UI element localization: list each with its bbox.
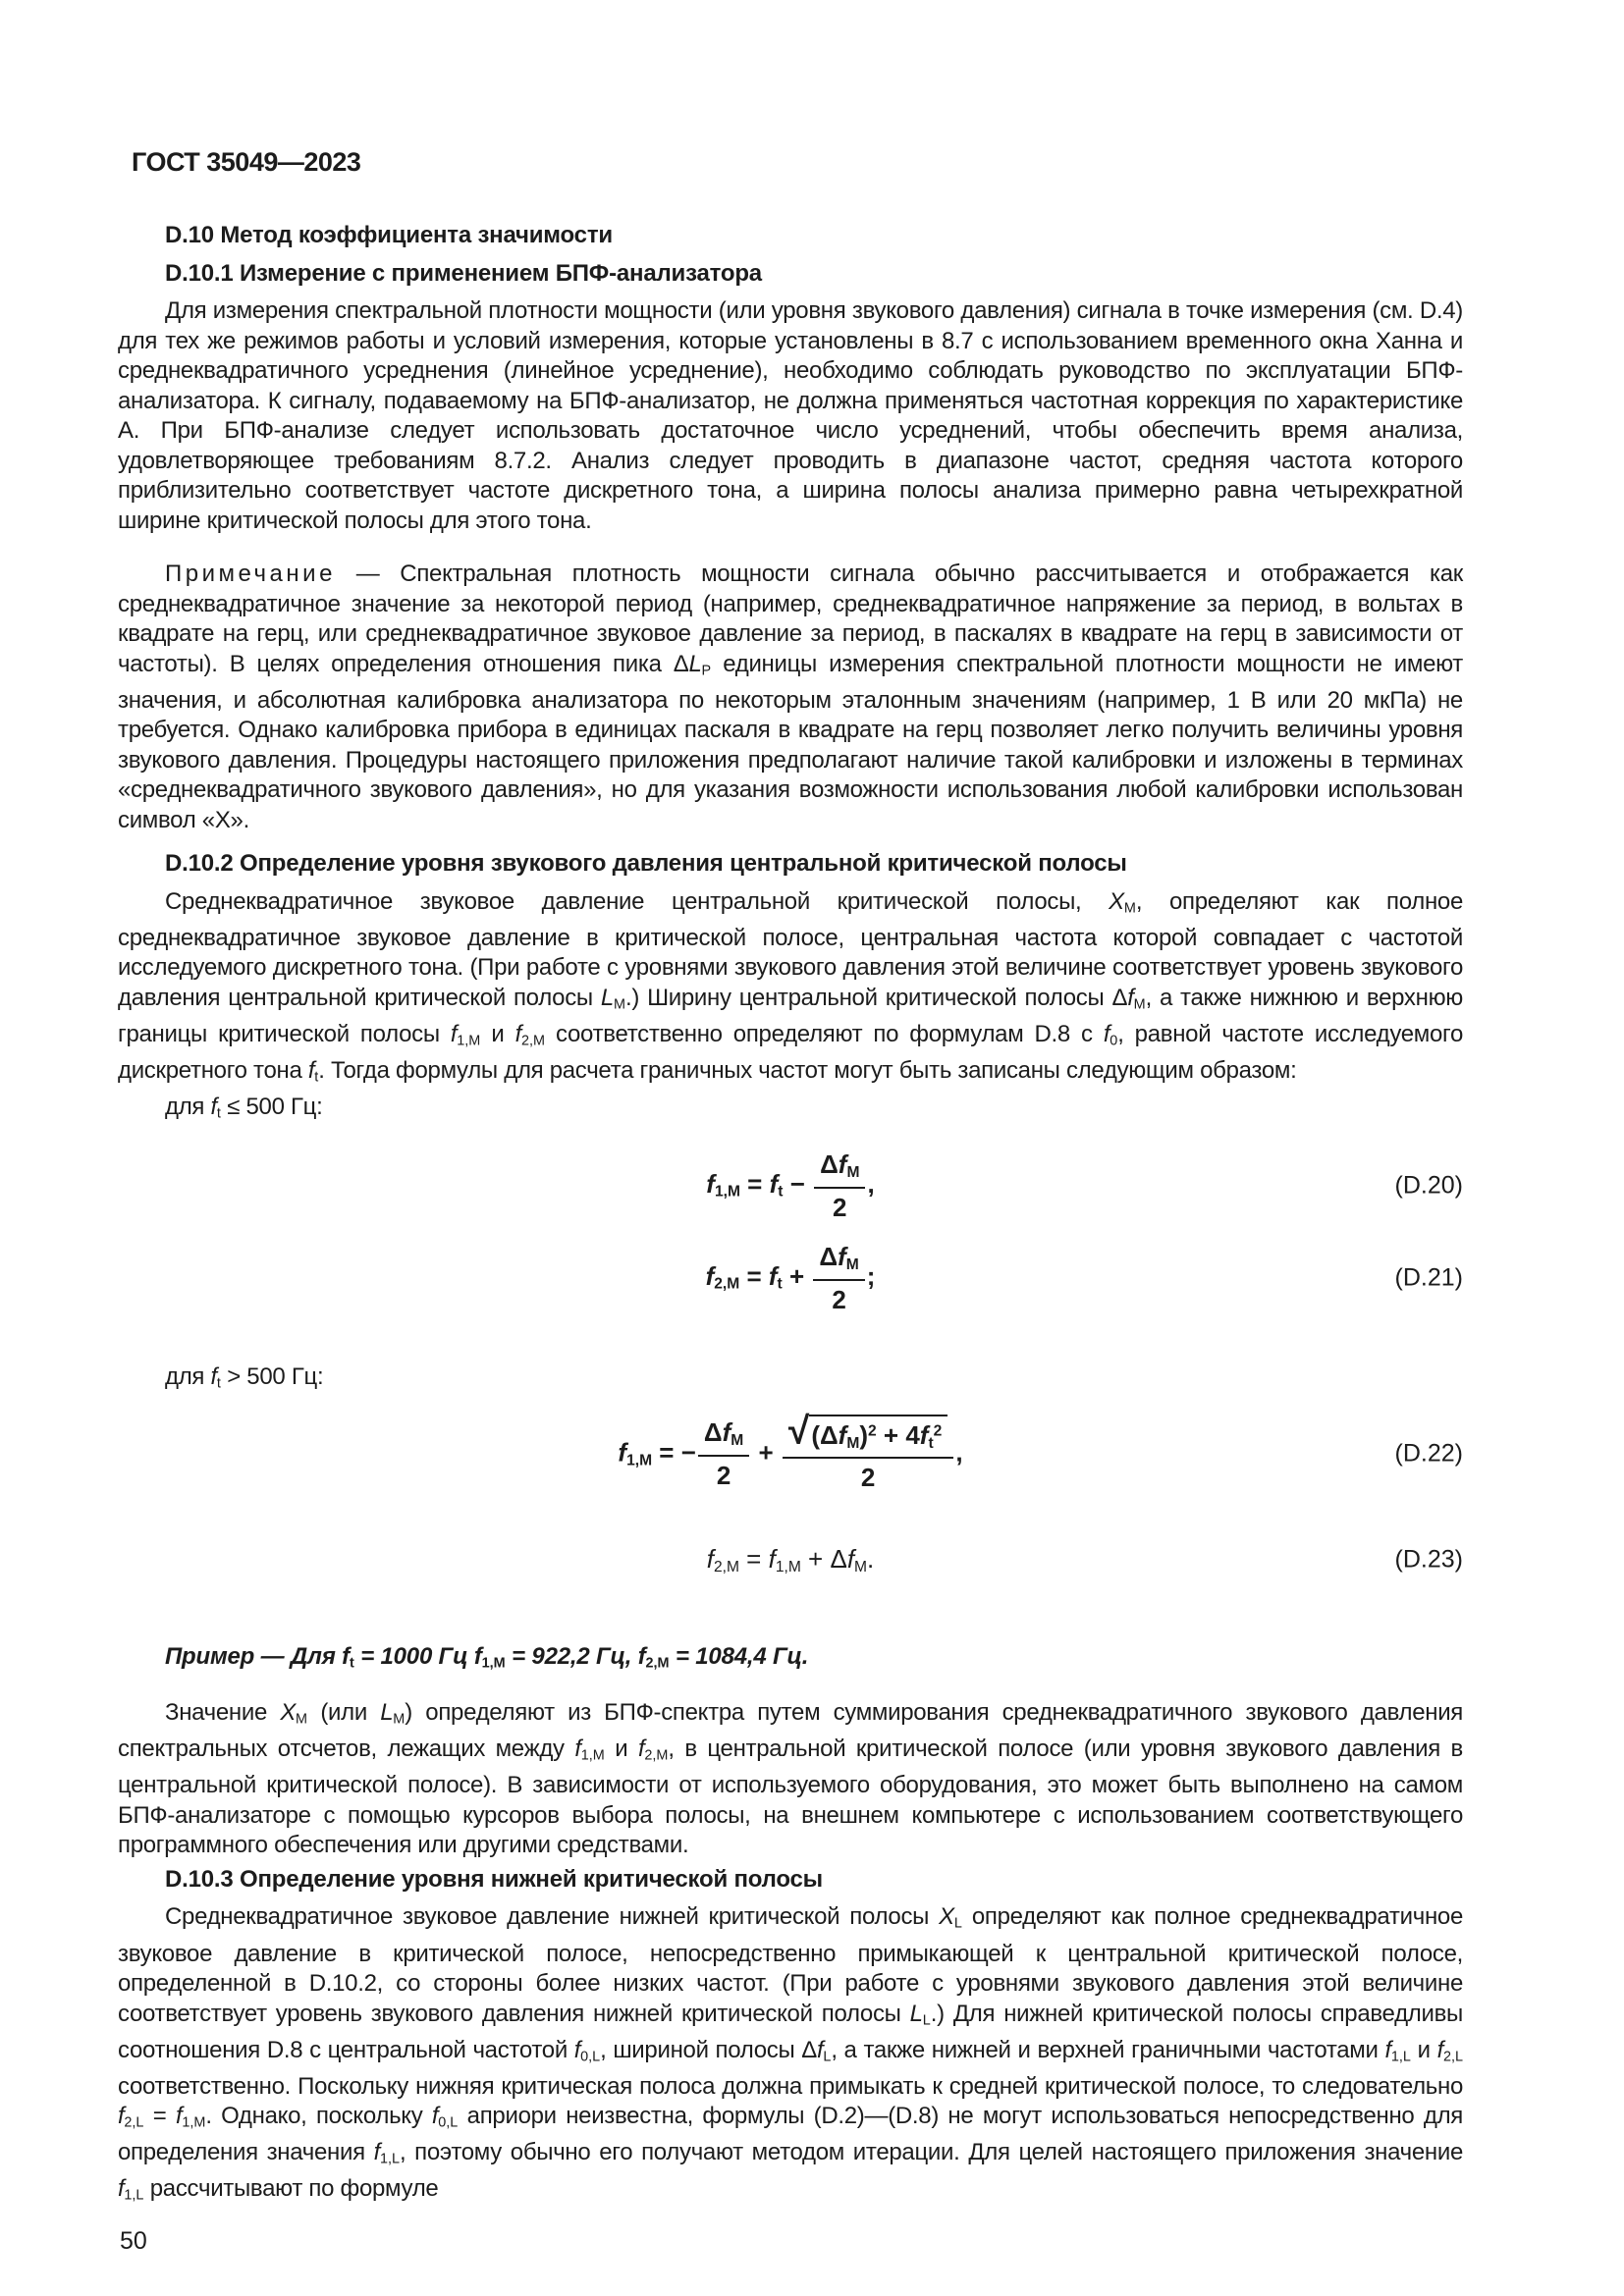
text-run: M (845, 1256, 859, 1274)
text-run: X (1109, 887, 1124, 915)
paragraph-d10-3 (118, 1902, 1463, 2211)
text-run: Δ (819, 1242, 839, 1272)
text-run: . (867, 1543, 875, 1574)
text-run: f (768, 1543, 776, 1574)
text-run: f (573, 2036, 581, 2063)
text-run: , поэтому обычно его получают методом итерации. Для целей настоящего приложения значение (399, 2139, 1463, 2166)
text-run: 2 (860, 1463, 876, 1493)
text-run: D.10.1 Измерение с применением БПФ-анализатора (165, 259, 762, 287)
text-run: Δ (703, 1417, 723, 1448)
text-run: , равной частоте исследуемого дискретного тона (118, 1020, 1464, 1084)
text-run: 2 (933, 1422, 943, 1440)
document-code-header: ГОСТ 35049—2023 (132, 147, 361, 177)
text-run: рассчитывают по формуле (143, 2175, 439, 2203)
fraction-numerator (814, 1148, 865, 1186)
formula-number: (D.23) (1394, 1545, 1463, 1574)
text-run: 2,M (645, 1655, 670, 1672)
formula-number: (D.20) (1394, 1171, 1463, 1200)
text-run: M (613, 996, 625, 1013)
text-run: = 922,2 Гц, (505, 1643, 638, 1671)
formula-d21 (118, 1237, 1463, 1319)
fraction-numerator (698, 1416, 749, 1454)
text-run: t (216, 1375, 221, 1392)
text-run: t (928, 1434, 934, 1452)
text-run: f (722, 1417, 731, 1448)
text-run: ( (811, 1419, 820, 1450)
fraction (698, 1416, 749, 1491)
text-run: = 1000 Гц (353, 1643, 474, 1671)
text-run: > 500 Гц: (220, 1363, 324, 1391)
text-run: .) Ширину центральной критической полосы Δ (624, 984, 1128, 1011)
text-run: f (1103, 1020, 1110, 1047)
text-run: и (1410, 2036, 1437, 2063)
text-run: X (939, 1903, 954, 1931)
text-run: f (638, 1735, 645, 1763)
text-run: 2,M (644, 1747, 669, 1764)
text-run: + Δ (800, 1543, 847, 1574)
text-run: . Однако, поскольку (205, 2103, 432, 2130)
text-run: 2,M (713, 1558, 739, 1575)
text-run: f (342, 1643, 350, 1671)
text-run: , (955, 1437, 963, 1468)
text-run: 2,M (714, 1275, 740, 1293)
example-paragraph (118, 1642, 1463, 1679)
text-run: , а также нижней и верхней граничными частотами (831, 2036, 1385, 2063)
text-run: 2 (868, 1422, 877, 1440)
text-run: = (143, 2103, 176, 2130)
text-run: , в центральной критической полосе (или уровня звукового давления в центральной критической полосе). В зависимости от используемого оборудования, это может быть выполнено на самом БПФ-анализаторе с помощью курсоров выбора полосы, на внешнем компьютере с использованием соответствующего программного обеспечения или другими средствами. (118, 1735, 1464, 1859)
fraction-denominator (698, 1455, 749, 1492)
text-run: 1,M (182, 2114, 206, 2131)
text-run: f (706, 1543, 714, 1574)
text-run: D.10.3 Определение уровня нижней критической полосы (165, 1865, 823, 1893)
text-run: M (731, 1432, 744, 1450)
text-run: f (838, 1149, 847, 1180)
text-run: 1,M (626, 1451, 653, 1468)
fraction (783, 1410, 953, 1494)
text-run: M (1133, 996, 1146, 1013)
formula-d20 (118, 1145, 1463, 1227)
text-run: M (393, 1711, 406, 1728)
text-run: Значение (165, 1699, 281, 1727)
page-number: 50 (120, 2226, 147, 2255)
text-run: t (349, 1655, 354, 1672)
text-run: f (838, 1419, 847, 1450)
text-run: + (751, 1437, 781, 1468)
fraction (813, 1241, 864, 1315)
text-run: ≤ 500 Гц: (220, 1093, 323, 1120)
text-run: 2,L (124, 2114, 144, 2131)
text-run: + (782, 1260, 812, 1291)
text-run: для (165, 1093, 211, 1120)
text-run: L (600, 984, 614, 1011)
radicand (809, 1415, 947, 1453)
text-run: f (838, 1242, 846, 1272)
text-run: f (768, 1260, 778, 1291)
text-run: f (118, 2175, 125, 2203)
text-run: f (473, 1643, 482, 1671)
text-run: Среднеквадратичное звуковое давление нижней критической полосы (165, 1903, 940, 1931)
text-run: = 1084,4 Гц. (669, 1643, 809, 1671)
note-paragraph (118, 560, 1463, 835)
text-run: Δ (820, 1149, 839, 1180)
formula-number: (D.21) (1394, 1263, 1463, 1292)
text-run: = − (652, 1437, 696, 1468)
text-run: L (922, 2012, 931, 2029)
text-run: M (846, 1434, 860, 1452)
paragraph-d10-2 (118, 887, 1463, 1093)
text-run: ) (859, 1419, 869, 1450)
text-run: X (280, 1699, 297, 1727)
text-run: соответственно. Поскольку нижняя критическая полоса должна примыкать к средней критической полосе, то следовательно (118, 2072, 1463, 2100)
text-run: f (816, 2036, 824, 2063)
radical-sign: √ (787, 1410, 810, 1453)
text-run: f (618, 1437, 627, 1468)
text-run: f (706, 1168, 715, 1199)
text-run: = (738, 1543, 769, 1574)
text-run: 1,L (1390, 2049, 1411, 2065)
text-run: f (574, 1735, 581, 1763)
text-run: f (431, 2103, 439, 2130)
text-run: M (846, 1164, 860, 1182)
heading-d10-3 (118, 1865, 1463, 1896)
text-run: L (953, 1916, 962, 1933)
text-run: 1,M (580, 1747, 605, 1764)
heading-d10-1 (118, 259, 1463, 290)
text-run: 1,M (481, 1655, 506, 1672)
text-run: 1,L (124, 2188, 144, 2204)
text-run: = (739, 1260, 769, 1291)
paragraph-d10-1 (118, 296, 1463, 536)
text-run: t (778, 1183, 784, 1201)
text-run: t (777, 1275, 783, 1293)
text-run: априори неизвестна, формулы (D.2)—(D.8) не могут использоваться непосредственно для определения значения (118, 2103, 1463, 2166)
text-run: 0,L (580, 2049, 601, 2065)
text-run: определяют как полное среднеквадратичное звуковое давление в критической полосе, непосредственно примыкающей к центральной критической полосе, определенной в D.10.2, со стороны более низких частот. (При работе с уровнями звукового давления этой величине соответствует уровень звукового давления нижней критической полосы (118, 1903, 1463, 2027)
text-run: = (739, 1168, 770, 1199)
text-run: D.10 Метод коэффициента значимости (165, 222, 613, 248)
text-run: Пример — Для (165, 1643, 343, 1671)
text-run: f (846, 1543, 855, 1574)
text-run: f (1436, 2036, 1443, 2063)
fraction-numerator (813, 1241, 864, 1278)
condition-ft-gt-500 (118, 1362, 1463, 1399)
text-run: 0,L (438, 2114, 459, 2131)
text-run: , определяют как полное среднеквадратичное звуковое давление в критической полосе, центральная частота которой совпадает с частотой исследуемого дискретного тона. (При работе с уровнями звукового давления этой величине соответствует уровень звукового давления центральной критической полосы (118, 887, 1463, 1011)
text-run: Для измерения спектральной плотности мощности (или уровня звукового давления) сигнала в точке измерения (см. D.4) для тех же режимов работы и условий измерения, которые установлены в 8.7 с использованием временного окна Ханна и среднеквадратичного усреднения (линейное усреднение), необходимо соблюдать руководство по эксплуатации БПФ-анализатора. К сигналу, подаваемому на БПФ-анализатор, не должна применяться частотная коррекция по характеристике А. При БПФ-анализе следует использовать достаточное число усреднений, чтобы обеспечить время анализа, удовлетворяющее требованиям 8.7.2. Анализ следует проводить в диапазоне частот, средняя частота которого приблизительно соответствует частоте дискретного тона, а ширина полосы анализа примерно равна четырехкратной ширине критической полосы для этого тона. (118, 297, 1463, 534)
text-run: .) Для нижней критической полосы справедливы соотношения D.8 с центральной частотой (118, 2000, 1463, 2063)
text-run: и (480, 1020, 515, 1047)
text-run: L (909, 2000, 923, 2027)
text-run: 2,L (1443, 2049, 1464, 2065)
text-run: f (450, 1020, 458, 1047)
formula-expression (618, 1410, 963, 1494)
text-run: , шириной полосы Δ (600, 2036, 817, 2063)
text-run: f (705, 1260, 715, 1291)
text-run: P (701, 663, 712, 679)
text-run: 1,L (379, 2151, 400, 2167)
fraction-denominator (783, 1457, 953, 1494)
text-run: L (688, 650, 702, 677)
square-root (787, 1410, 947, 1453)
fraction-numerator (783, 1410, 953, 1458)
text-run: Примечание (165, 561, 336, 587)
fraction-denominator (814, 1187, 865, 1224)
formula-expression (707, 1543, 875, 1576)
heading-d10 (118, 221, 1463, 251)
text-run: 1,M (775, 1558, 801, 1575)
formula-expression (706, 1148, 874, 1223)
text-run: f (637, 1643, 646, 1671)
text-run: — Спектральная плотность мощности сигнала обычно рассчитывается и отображается как среднеквадратичное значение за некоторой период (например, среднеквадратичное напряжение за период, в вольтах в квадрате на герц, или среднеквадратичное звуковое давление за период, в паскалях в квадрате на герц в зависимости от частоты). В целях определения отношения пика Δ (118, 561, 1463, 677)
text-run: + 4 (876, 1419, 920, 1450)
fraction (814, 1148, 865, 1223)
text-run: f (1384, 2036, 1391, 2063)
text-run: L (823, 2049, 832, 2065)
text-run: 0 (1110, 1033, 1118, 1049)
text-run: M (296, 1711, 308, 1728)
formula-number: (D.22) (1394, 1439, 1463, 1468)
text-run: единицы измерения спектральной плотности мощности не имеют значения, и абсолютная калибровка анализатора по некоторым эталонным значениям (например, 1 В или 20 мкПа) не требуется. Однако калибровка прибора в единицах паскаля в квадрате на герц позволяет легко получить величины уровня звукового давления. Процедуры настоящего приложения предполагают наличие такой калибровки и изложены в терминах «среднеквадратичного звукового давления», но для указания возможности использования любой калибровки использован символ «X». (118, 650, 1463, 833)
text-run: f (373, 2139, 380, 2166)
text-run: соответственно определяют по формулам D.8 с (544, 1020, 1104, 1047)
text-run: f (175, 2103, 183, 2130)
text-run: f (118, 2103, 125, 2130)
heading-d10-2 (118, 849, 1463, 880)
text-run: M (1123, 900, 1136, 917)
text-run: , (867, 1168, 875, 1199)
text-run: t (216, 1105, 221, 1122)
text-run: и (604, 1735, 638, 1763)
paragraph-xm-value (118, 1698, 1463, 1861)
document-content (118, 221, 1463, 2212)
text-run: 2 (832, 1284, 846, 1314)
text-run: f (514, 1020, 521, 1047)
text-run: − (783, 1168, 813, 1199)
text-run: 2 (833, 1192, 847, 1222)
text-run: f (210, 1093, 217, 1120)
formula-d22 (118, 1410, 1463, 1495)
text-run: , а также нижнюю и верхнюю границы критической полосы (118, 984, 1463, 1047)
text-run: ) определяют из БПФ-спектра путем суммирования среднеквадратичного звукового давления спектральных отсчетов, лежащих между (118, 1699, 1463, 1763)
text-run: для (165, 1363, 211, 1391)
text-run: M (854, 1558, 868, 1575)
text-run: L (380, 1699, 394, 1727)
formula-d23 (118, 1519, 1463, 1601)
text-run: D.10.2 Определение уровня звукового давления центральной критической полосы (165, 850, 1127, 878)
text-run: Среднеквадратичное звуковое давление центральной критической полосы, (165, 887, 1110, 915)
text-run: f (1127, 984, 1134, 1011)
text-run: f (210, 1363, 217, 1391)
text-run: 1,M (457, 1033, 481, 1049)
fraction-denominator (813, 1279, 864, 1316)
text-run: . Тогда формулы для расчета граничных частот могут быть записаны следующим образом: (318, 1056, 1297, 1084)
text-run: t (314, 1069, 319, 1086)
text-run: 2 (716, 1460, 731, 1490)
text-run: (или (307, 1699, 381, 1727)
text-run: 2,M (520, 1033, 545, 1049)
condition-ft-le-500 (118, 1093, 1463, 1129)
text-run: 1,M (714, 1183, 740, 1201)
text-run: f (307, 1056, 315, 1084)
formula-expression (706, 1241, 876, 1315)
text-run: f (769, 1168, 779, 1199)
text-run: f (919, 1419, 929, 1450)
text-run: Δ (819, 1419, 839, 1450)
text-run: ; (866, 1260, 876, 1291)
